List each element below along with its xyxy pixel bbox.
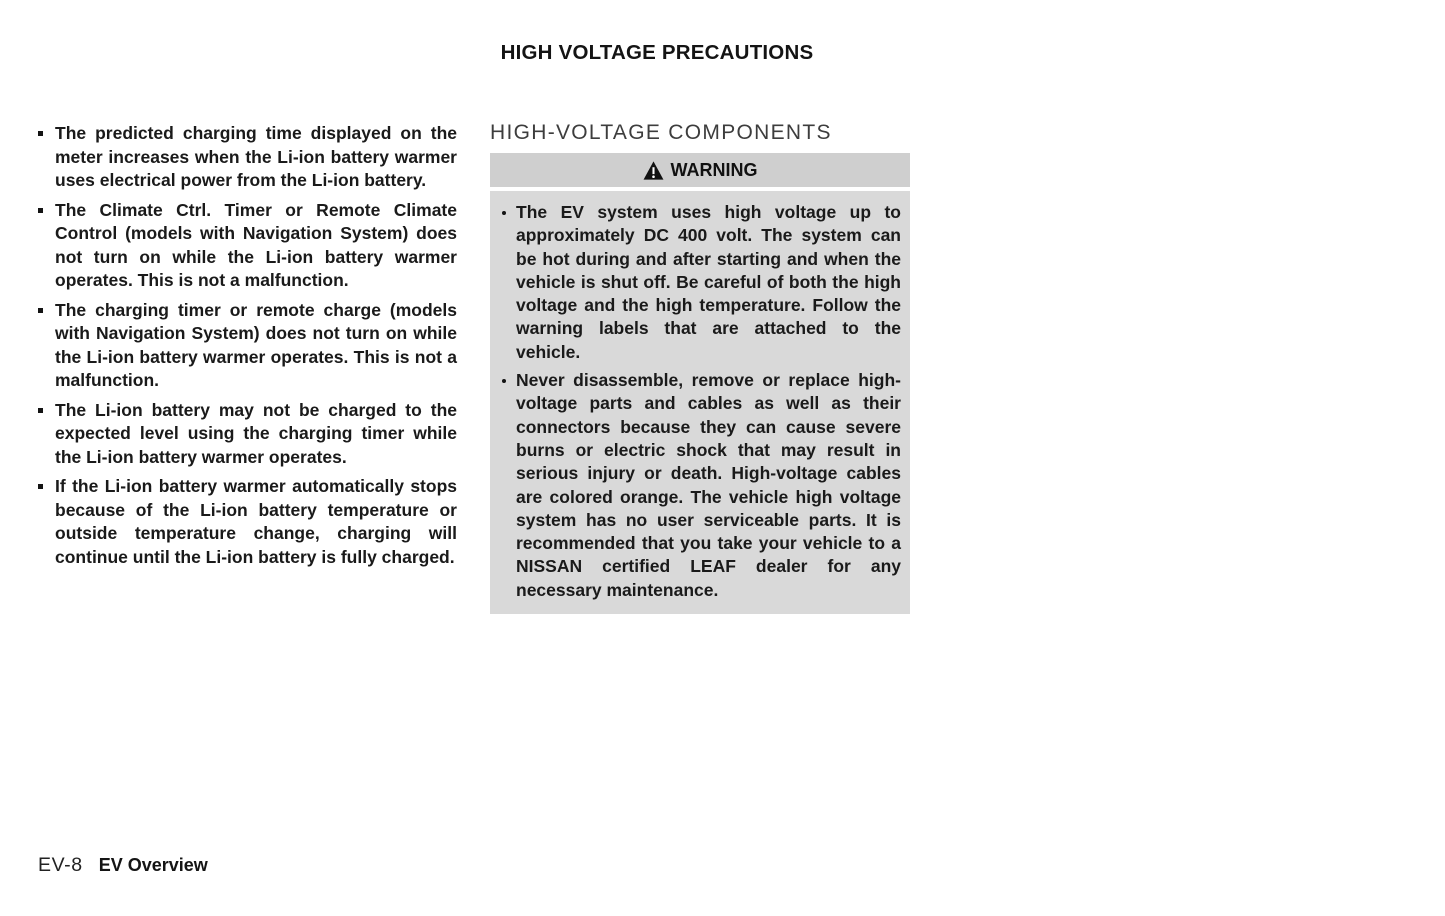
square-bullet-icon: [38, 308, 43, 313]
warning-body: [490, 191, 910, 614]
bullet-text: The predicted charging time displayed on the meter increases when the Li-ion battery warmer uses electrical power from the Li-ion battery.: [55, 123, 457, 190]
square-bullet-icon: [38, 484, 43, 489]
bullet-text: The Li-ion battery may not be charged to the expected level using the charging timer while the Li-ion battery warmer operates.: [55, 399, 457, 467]
page-number: EV-8: [38, 854, 83, 876]
page-title: HIGH VOLTAGE PRECAUTIONS: [500, 41, 814, 64]
bullet-text: The Climate Ctrl. Timer or Remote Climate Control (models with Navigation System) does not turn on while the Li-ion battery warmer operates. This is not a malfunction.: [55, 199, 457, 290]
list-item: [38, 399, 457, 470]
right-column: [490, 121, 910, 614]
bullet-text: The charging timer or remote charge (models with Navigation System) does not turn on while the Li-ion battery warmer operates. This is not a malfunction.: [55, 299, 457, 390]
left-column: [38, 122, 457, 575]
warning-text: The EV system uses high voltage up to approximately DC 400 volt. The system can be hot during and after starting and when the vehicle is shut off. Be careful of both the high voltage and the high temperature. Follow the warning labels that are attached to the vehicle.: [516, 202, 901, 362]
dot-bullet-icon: [502, 379, 506, 383]
dot-bullet-icon: [502, 211, 506, 215]
warning-text: Never disassemble, remove or replace high-voltage parts and cables as well as their connectors because they can cause severe burns or electric shock that may result in serious injury or death. High-voltage cables are colored orange. The vehicle high voltage system has no user serviceable parts. It is recommended that you take your vehicle to a NISSAN certified LEAF dealer for any necessary maintenance.: [516, 370, 901, 600]
list-item: [38, 122, 457, 193]
page-footer: [38, 854, 208, 877]
square-bullet-icon: [38, 131, 43, 136]
section-heading: HIGH-VOLTAGE COMPONENTS: [490, 121, 832, 144]
list-item: [498, 369, 901, 602]
warning-label: WARNING: [670, 159, 758, 180]
list-item: [38, 299, 457, 393]
square-bullet-icon: [38, 408, 43, 413]
section-name: EV Overview: [98, 855, 208, 875]
list-item: [38, 199, 457, 293]
list-item: [498, 201, 901, 364]
warning-triangle-icon: [643, 161, 664, 180]
bullet-text: If the Li-ion battery warmer automatically stops because of the Li-ion battery temperature or outside temperature change, charging will continue until the Li-ion battery is fully charged.: [55, 476, 457, 567]
warning-header: [490, 153, 910, 187]
square-bullet-icon: [38, 208, 43, 213]
list-item: [38, 475, 457, 569]
